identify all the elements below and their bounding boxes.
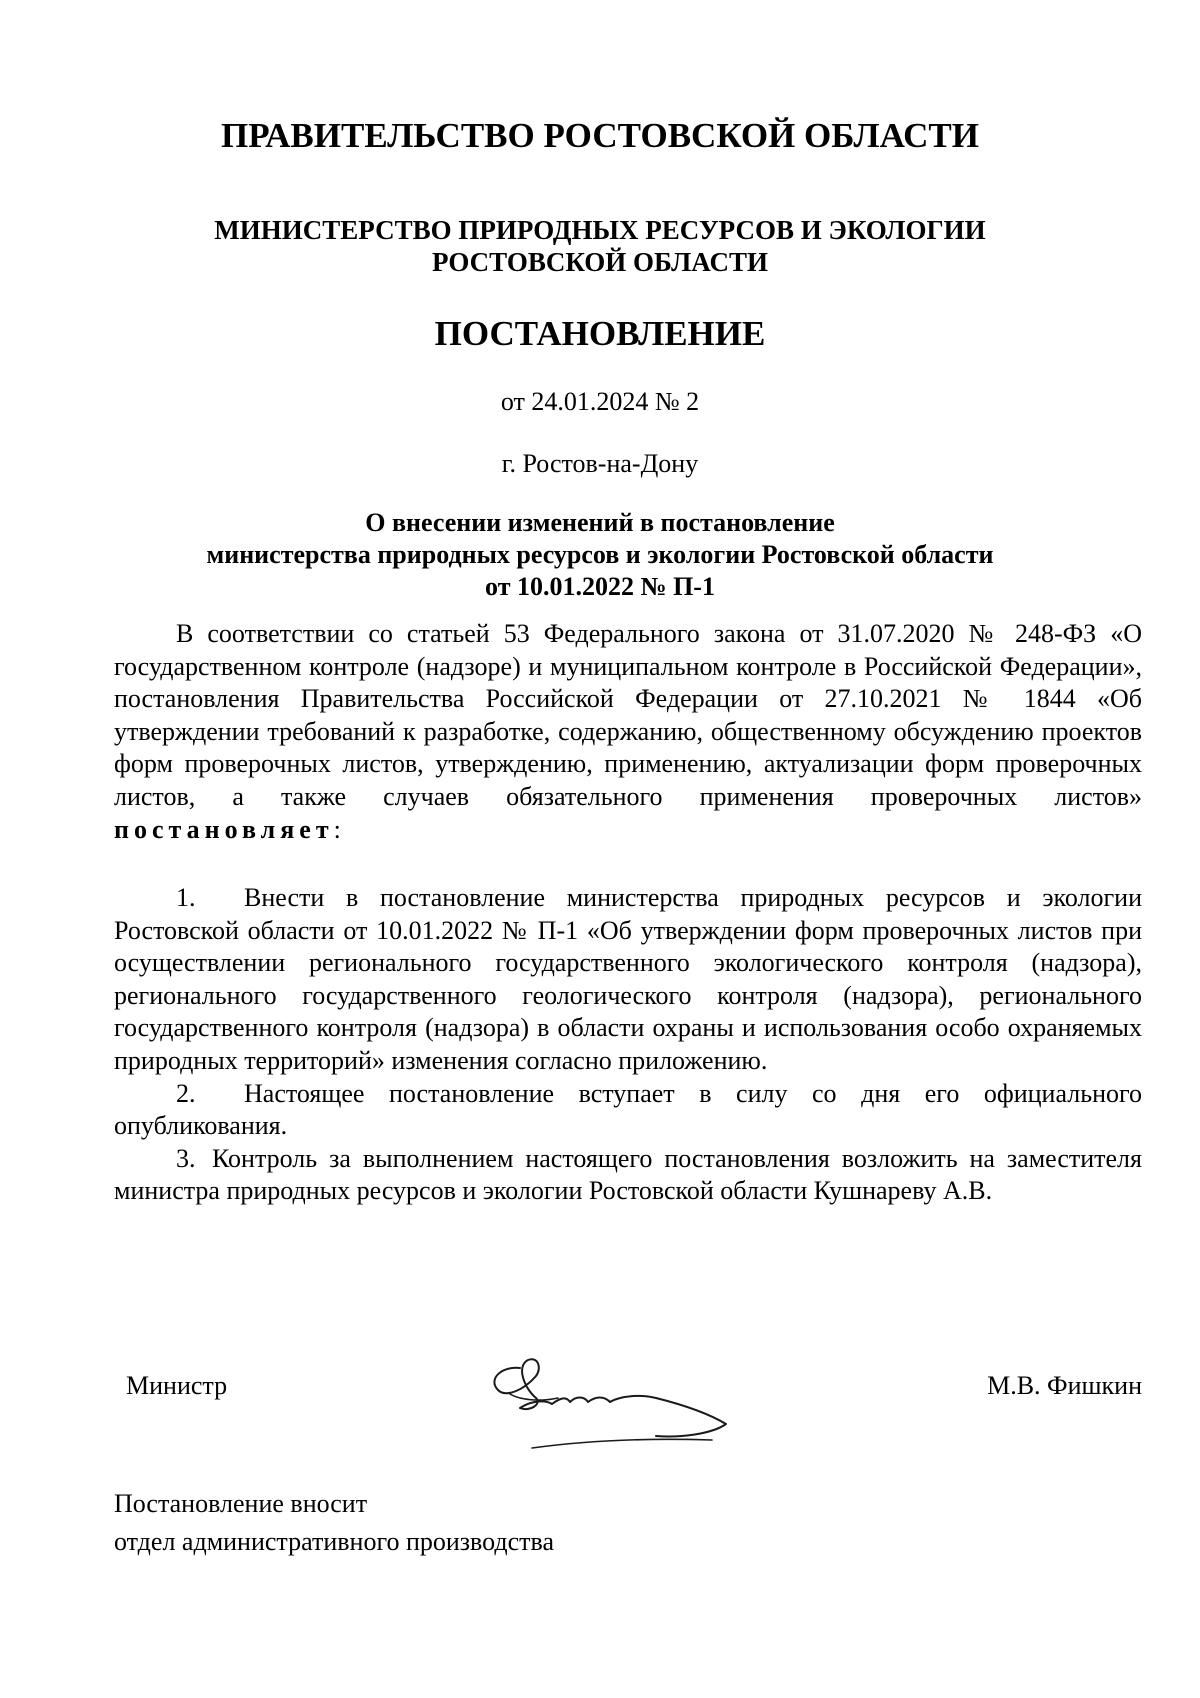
list-item — [114, 882, 1142, 1078]
ministry-title — [0, 214, 1200, 278]
item-number: 2. — [176, 1078, 196, 1108]
list-item — [114, 1078, 1142, 1143]
item-text: Настоящее постановление вступает в силу со дня его официального опубликования. — [114, 1078, 1142, 1141]
subject-line2: министерства природных ресурсов и экологии Ростовской области — [206, 540, 994, 569]
item-number: 1. — [176, 883, 196, 912]
resolves-word: постановляет — [114, 814, 334, 844]
government-title: ПРАВИТЕЛЬСТВО РОСТОВСКОЙ ОБЛАСТИ — [221, 116, 979, 155]
document-subject — [0, 507, 1200, 603]
footer-note — [114, 1485, 554, 1561]
item-text: Внести в постановление министерства природных ресурсов и экологии Ростовской области от 10.01.2022 № П-1 «Об утверждении форм проверочных листов при осуществлении регионального государственного экологического контроля (надзора), регионального государственного геологического контроля (надзора), регионального государственного контроля (надзора) в области охраны и использования особо охраняемых природных территорий» изменения согласно приложению. — [114, 883, 1142, 1075]
subject-line3: от 10.01.2022 № П-1 — [485, 572, 715, 601]
footer-line1: Постановление вносит — [114, 1489, 368, 1518]
handwritten-signature — [480, 1340, 780, 1460]
intro-text: В соответствии со статьей 53 Федерального закона от 31.07.2020 № 248-ФЗ «О государственном контроле (надзоре) и муниципальном контроле в Российской Федерации», постановления Правительства Российской Федерации от 27.10.2021 № 1844 «Об утверждении требований к разработке, содержанию, общественному обсуждению проектов форм проверочных листов, утверждению, применению, актуализации форм проверочных листов, а также случаев обязательного применения проверочных листов» — [114, 619, 1142, 811]
signatory-position: Министр — [126, 1371, 228, 1400]
document-date-number: от 24.01.2024 № 2 — [500, 387, 700, 416]
document-type: ПОСТАНОВЛЕНИЕ — [434, 314, 766, 353]
resolution-items — [114, 882, 1142, 1208]
subject-line1: О внесении изменений в постановление — [365, 508, 835, 537]
signatory-name: М.В. Фишкин — [987, 1371, 1142, 1400]
intro-colon: : — [333, 814, 341, 844]
ministry-title-line2: РОСТОВСКОЙ ОБЛАСТИ — [432, 247, 768, 277]
list-item — [114, 1143, 1142, 1208]
footer-line2: отдел административного производства — [114, 1527, 555, 1556]
item-text: Контроль за выполнением настоящего постановления возложить на заместителя министра природных ресурсов и экологии Ростовской области Кушнареву А.В. — [114, 1143, 1142, 1206]
item-number: 3. — [176, 1143, 196, 1173]
intro-paragraph — [114, 618, 1142, 846]
document-place: г. Ростов-на-Дону — [501, 449, 699, 478]
ministry-title-line1: МИНИСТЕРСТВО ПРИРОДНЫХ РЕСУРСОВ И ЭКОЛОГИИ — [214, 215, 986, 245]
